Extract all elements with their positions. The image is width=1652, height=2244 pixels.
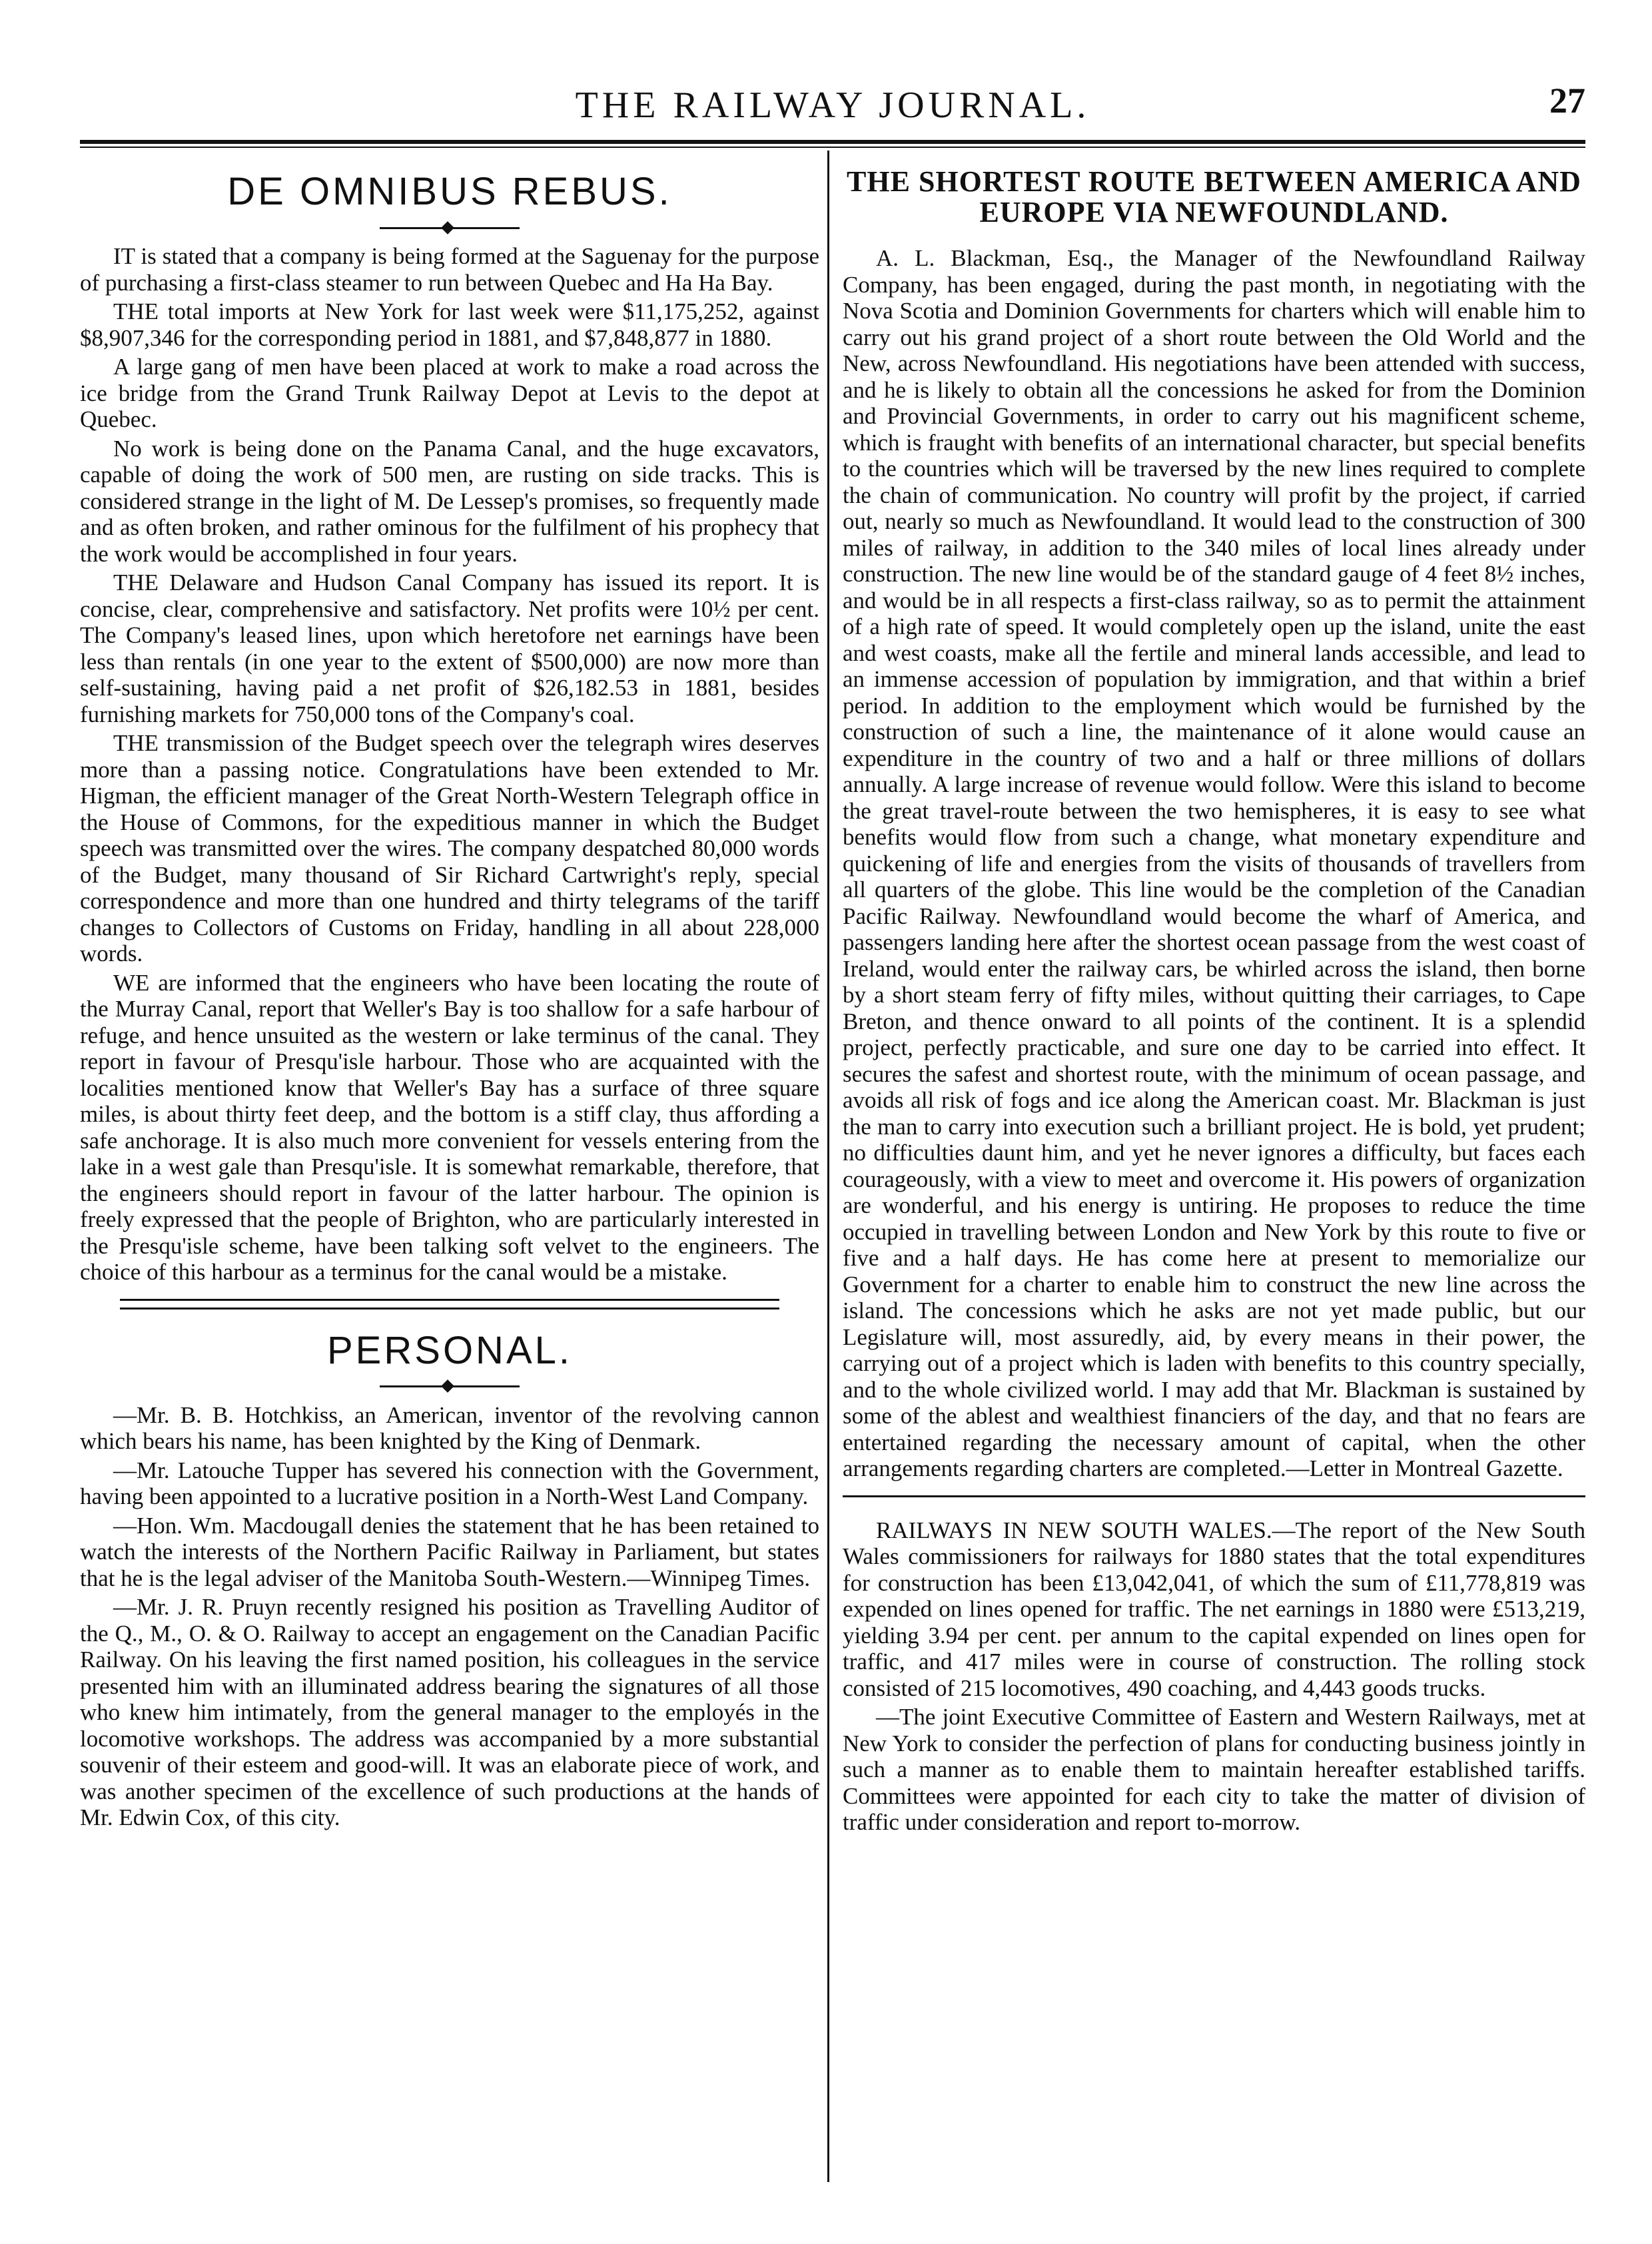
paragraph: —Mr. J. R. Pruyn recently resigned his position as Travelling Auditor of the Q., M., O. & O. Railway to accept an engagement on the Canadian Pacific Railway. On his leaving the first named position, his colleagues in the service presented him with an illuminated address bearing the signatures of all those who knew him intimately, from the general manager to the employés in the locomotive workshops. The address was accompanied by a more substantial souvenir of their esteem and good-will. It was an elaborate piece of work, and was another specimen of the excellence of such productions at the hands of Mr. Edwin Cox, of this city. bbox=[80, 1594, 819, 1830]
paragraph: A. L. Blackman, Esq., the Manager of the Newfoundland Railway Company, has been engaged, during the past month, in negotiating with the Nova Scotia and Dominion Governments for charters which will enable him to carry out his grand project of a short route between the Old World and the New, across Newfoundland. His negotiations have been attended with success, and he is likely to obtain all the concessions he asked for from the Dominion and Provincial Governments, in order to carry out his magnificent scheme, which is fraught with benefits of an international character, but special benefits to the countries which will be traversed by the new lines required to complete the chain of communication. No country will profit by the project, if carried out, nearly so much as Newfoundland. It would lead to the construction of 300 miles of railway, in addition to the 340 miles of local lines already under construction. The new line would be of the standard gauge of 4 feet 8½ inches, and would be in all respects a first-class railway, so as to permit the attainment of a high rate of speed. It would completely open up the island, unite the east and west coasts, make all the fertile and mineral lands accessible, and lead to an immense accession of population by immigration, and that within a brief period. In addition to the employment which would be furnished by the construction of such a line, the maintenance of it alone would cause an expenditure in the country of two and a half or three millions of dollars annually. A large increase of revenue would follow. Were this island to become the great travel-route between the two hemispheres, it is easy to see what benefits would flow from such a change, what monetary expenditure and quickening of life and energies from the visits of thousands of travellers from all quarters of the globe. This line would be the completion of the Canadian Pacific Railway. Newfoundland would become the wharf of America, and passengers landing here after the shortest ocean passage from the west coast of Ireland, would enter the railway cars, be whirled across the island, then borne by a short steam ferry of fifty miles, without quitting their carriages, to Cape Breton, and thence onward to all points of the continent. It is a splendid project, perfectly practicable, and sure one day to be carried into effect. It secures the safest and shortest route, with the minimum of ocean passage, and avoids all risk of fogs and ice along the American coast. Mr. Blackman is just the man to carry into execution such a brilliant project. He is bold, yet prudent; no difficulties daunt him, and yet he never ignores a difficulty, but faces each courageously, with a view to meet and overcome it. His powers of organization are wonderful, and his energy is untiring. He proposes to reduce the time occupied in travelling between London and New York by this route to five or five and a half days. He has come here at present to memorialize our Government for a charter to enable him to construct the new line across the island. The concessions which he asks are not yet made public, but our Legislature will, most assuredly, aid, by every means in their power, the carrying out of a project which is laden with benefits to this country specially, and to the whole civilized world. I may add that Mr. Blackman is sustained by some of the ablest and wealthiest financiers of the day, and that no fears are entertained regarding the necessary amount of capital, when the other arrangements regarding charters are completed.—Letter in Montreal Gazette. bbox=[843, 245, 1585, 1481]
article-separator bbox=[843, 1495, 1585, 1497]
masthead-rule-bottom bbox=[80, 147, 1585, 148]
paragraph: IT is stated that a company is being formed at the Saguenay for the purpose of purchasing a first-class steamer to run between Quebec and Ha Ha Bay. bbox=[80, 243, 819, 296]
de-omnibus-rebus-body bbox=[80, 243, 819, 1286]
personal-body bbox=[80, 1402, 819, 1831]
paragraph: —Mr. Latouche Tupper has severed his connection with the Government, having been appointed to a lucrative position in a North-West Land Company. bbox=[80, 1457, 819, 1509]
paragraph: THE Delaware and Hudson Canal Company has issued its report. It is concise, clear, comprehensive and satisfactory. Net profits were 10½ per cent. The Company's leased lines, upon which heretofore net earnings have been less than rentals (in one year to the extent of $500,000) are now more than self-sustaining, having paid a net profit of $26,182.53 in 1881, besides furnishing markets for 750,000 tons of the Company's coal. bbox=[80, 569, 819, 727]
section-separator bbox=[120, 1299, 779, 1309]
page-number: 27 bbox=[1549, 81, 1585, 121]
paragraph: WE are informed that the engineers who have been locating the route of the Murray Canal, report that Weller's Bay is too shallow for a safe harbour of refuge, and hence unsuited as the western or lake terminus of the canal. They report in favour of Presqu'isle harbour. Those who are acquainted with the localities mentioned know that Weller's Bay has a surface of three square miles, is about thirty feet deep, and the bottom is a stiff clay, thus affording a safe anchorage. It is also much more convenient for vessels entering from the lake in a west gale than Presqu'isle. It is somewhat remarkable, therefore, that the engineers should report in favour of the latter harbour. The opinion is freely expressed that the people of Brighton, who are particularly interested in the Presqu'isle scheme, have been talking soft velvet to the engineers. The choice of this harbour as a terminus for the canal would be a mistake. bbox=[80, 969, 819, 1285]
ornament-divider bbox=[80, 1381, 819, 1390]
paragraph: THE transmission of the Budget speech over the telegraph wires deserves more than a passing notice. Congratulations have been extended to Mr. Higman, the efficient manager of the Great North-Western Telegraph office in the House of Commons, for the expeditious manner in which the Budget speech was transmitted over the wires. The company despatched 80,000 words of the Budget, many thousand of Sir Richard Cartwright's reply, special correspondence and more than one hundred and thirty telegrams of the tariff changes to Collectors of Customs on Friday, handling in all about 228,000 words. bbox=[80, 730, 819, 966]
journal-title: THE RAILWAY JOURNAL. bbox=[575, 85, 1090, 126]
masthead-rule-top bbox=[80, 140, 1585, 144]
masthead bbox=[80, 79, 1585, 139]
railway-items-body bbox=[843, 1517, 1585, 1836]
paragraph: A large gang of men have been placed at work to make a road across the ice bridge from the Grand Trunk Railway Depot at Levis to the depot at Quebec. bbox=[80, 354, 819, 432]
paragraph: —Hon. Wm. Macdougall denies the statement that he has been retained to watch the interests of the Northern Pacific Railway in Parliament, but states that he is the legal adviser of the Manitoba South-Western.—Winnipeg Times. bbox=[80, 1512, 819, 1591]
left-column bbox=[80, 151, 819, 1834]
paragraph: —The joint Executive Committee of Eastern and Western Railways, met at New York to consider the perfection of plans for conducting business jointly in such a manner as to enable them to maintain hereafter established tariffs. Committees were appointed for each city to take the matter of division of traffic under consideration and report to-morrow. bbox=[843, 1704, 1585, 1835]
paragraph: THE total imports at New York for last week were $11,175,252, against $8,907,346 for the corresponding period in 1881, and $7,848,877 in 1880. bbox=[80, 298, 819, 351]
paragraph: RAILWAYS IN NEW SOUTH WALES.—The report of the New South Wales commissioners for railways for 1880 states that the total expenditures for construction has been £13,042,041, of which the sum of £11,778,819 was expended on lines opened for traffic. The net earnings in 1880 were £513,219, yielding 3.94 per cent. per annum to the capital expended on lines open for traffic, and 417 miles were in course of construction. The rolling stock consisted of 215 locomotives, 490 coaching, and 4,443 goods trucks. bbox=[843, 1517, 1585, 1701]
column-divider bbox=[827, 151, 829, 2182]
paragraph: —Mr. B. B. Hotchkiss, an American, inventor of the revolving cannon which bears his name, has been knighted by the King of Denmark. bbox=[80, 1401, 819, 1454]
ornament-divider bbox=[80, 222, 819, 231]
section-title-de-omnibus-rebus: DE OMNIBUS REBUS. bbox=[227, 170, 672, 213]
article-title-shortest-route: THE SHORTEST ROUTE BETWEEN AMERICA AND EUROPE VIA NEWFOUNDLAND. bbox=[847, 165, 1581, 228]
right-column bbox=[843, 151, 1585, 1838]
paragraph: No work is being done on the Panama Canal, and the huge excavators, capable of doing the work of 500 men, are rusting on side tracks. This is considered strange in the light of M. De Lessep's promises, so frequently made and as often broken, and rather ominous for the fulfilment of his prophecy that the work would be accomplished in four years. bbox=[80, 435, 819, 567]
section-title-personal: PERSONAL. bbox=[327, 1328, 572, 1372]
shortest-route-body bbox=[843, 245, 1585, 1482]
